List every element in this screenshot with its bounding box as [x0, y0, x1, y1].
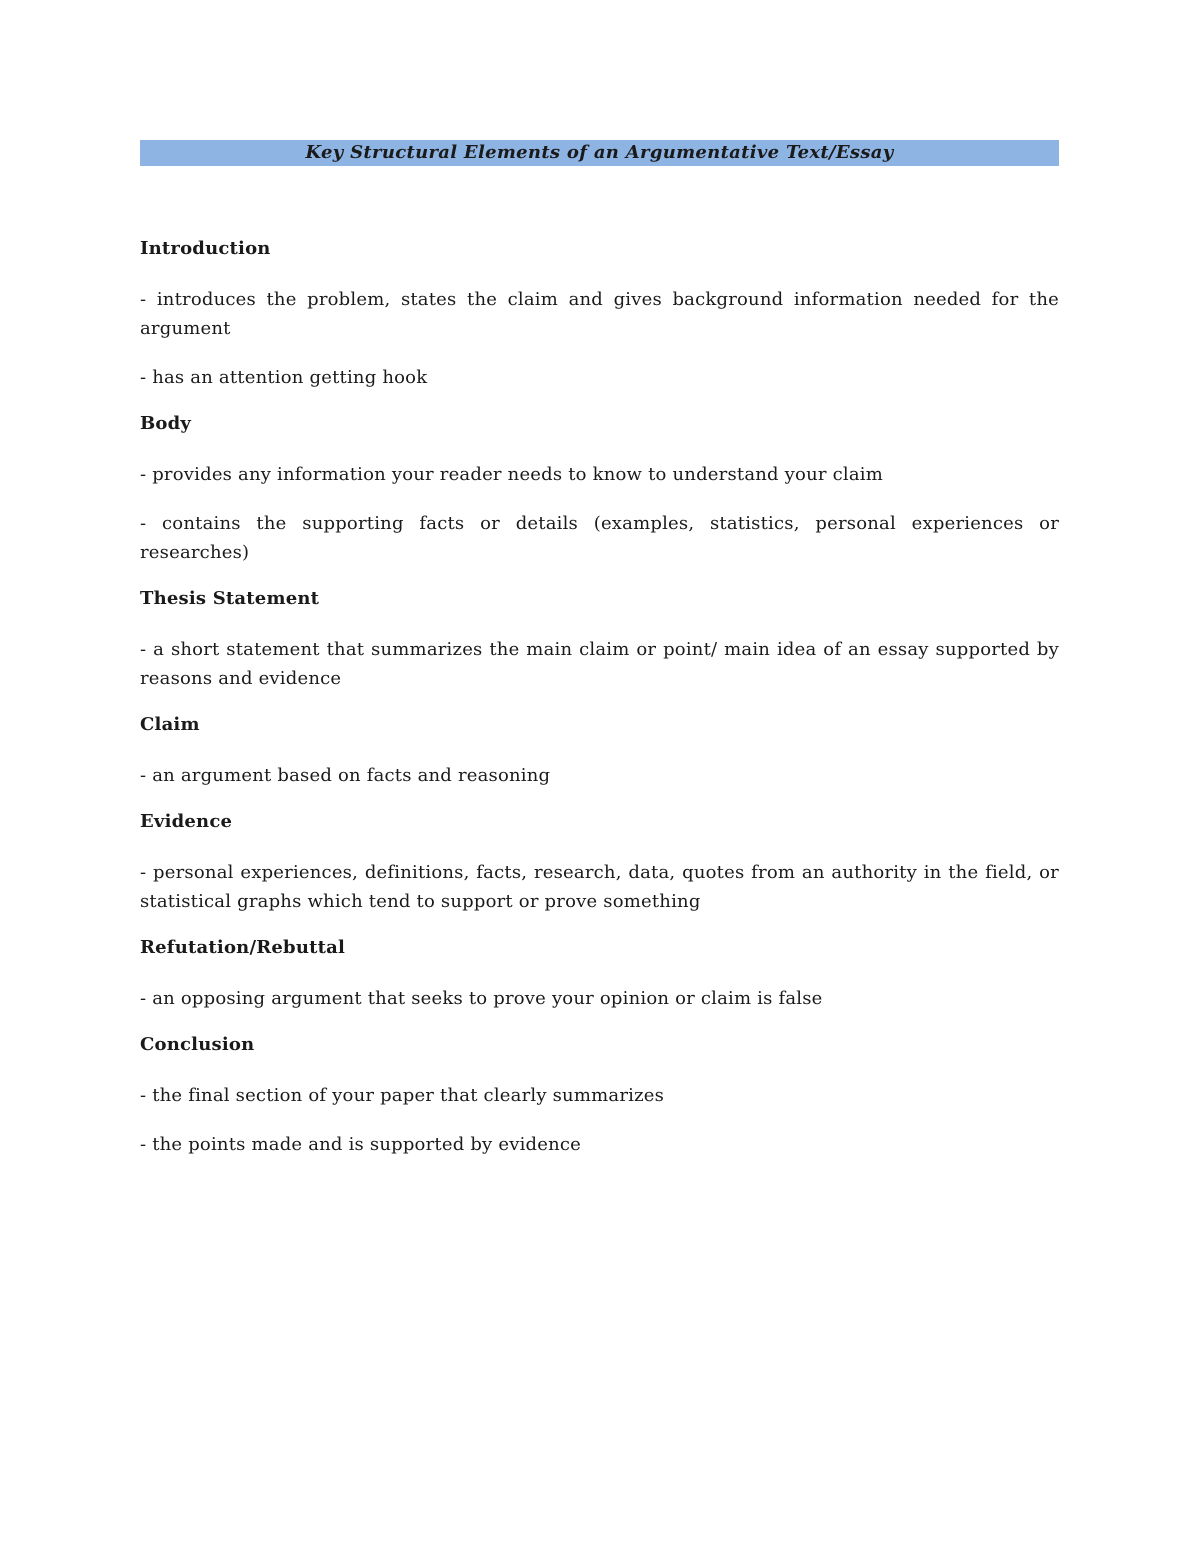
- section-heading: Conclusion: [140, 1034, 255, 1055]
- section-thesis-statement: [140, 587, 1059, 693]
- section-heading: Evidence: [140, 811, 233, 832]
- section-point: - personal experiences, definitions, facts, research, data, quotes from an authority in the field, or statistical graphs which tend to support or prove something: [140, 862, 1059, 912]
- section-point: - provides any information your reader needs to know to understand your claim: [140, 464, 884, 485]
- section-body: [140, 412, 1059, 567]
- section-point: - an argument based on facts and reasoning: [140, 765, 551, 786]
- section-point: - a short statement that summarizes the main claim or point/ main idea of an essay supported by reasons and evidence: [140, 639, 1059, 689]
- section-point: - the points made and is supported by evidence: [140, 1134, 582, 1155]
- section-introduction: [140, 237, 1059, 392]
- section-point: - contains the supporting facts or details (examples, statistics, personal experiences or researches): [140, 513, 1059, 563]
- section-claim: [140, 713, 1059, 790]
- section-heading: Body: [140, 413, 192, 434]
- section-refutation: [140, 936, 1059, 1013]
- document-body: [140, 237, 1059, 1159]
- document-title: Key Structural Elements of an Argumentative Text/Essay: [140, 140, 1059, 166]
- section-point: - has an attention getting hook: [140, 367, 428, 388]
- section-heading: Claim: [140, 714, 200, 735]
- section-heading: Thesis Statement: [140, 588, 320, 609]
- section-evidence: [140, 810, 1059, 916]
- section-point: - introduces the problem, states the claim and gives background information needed for the argument: [140, 289, 1059, 339]
- section-heading: Refutation/Rebuttal: [140, 937, 346, 958]
- section-heading: Introduction: [140, 238, 271, 259]
- section-point: - an opposing argument that seeks to prove your opinion or claim is false: [140, 988, 823, 1009]
- document-page: [140, 140, 1059, 1179]
- section-point: - the final section of your paper that clearly summarizes: [140, 1085, 665, 1106]
- section-conclusion: [140, 1033, 1059, 1159]
